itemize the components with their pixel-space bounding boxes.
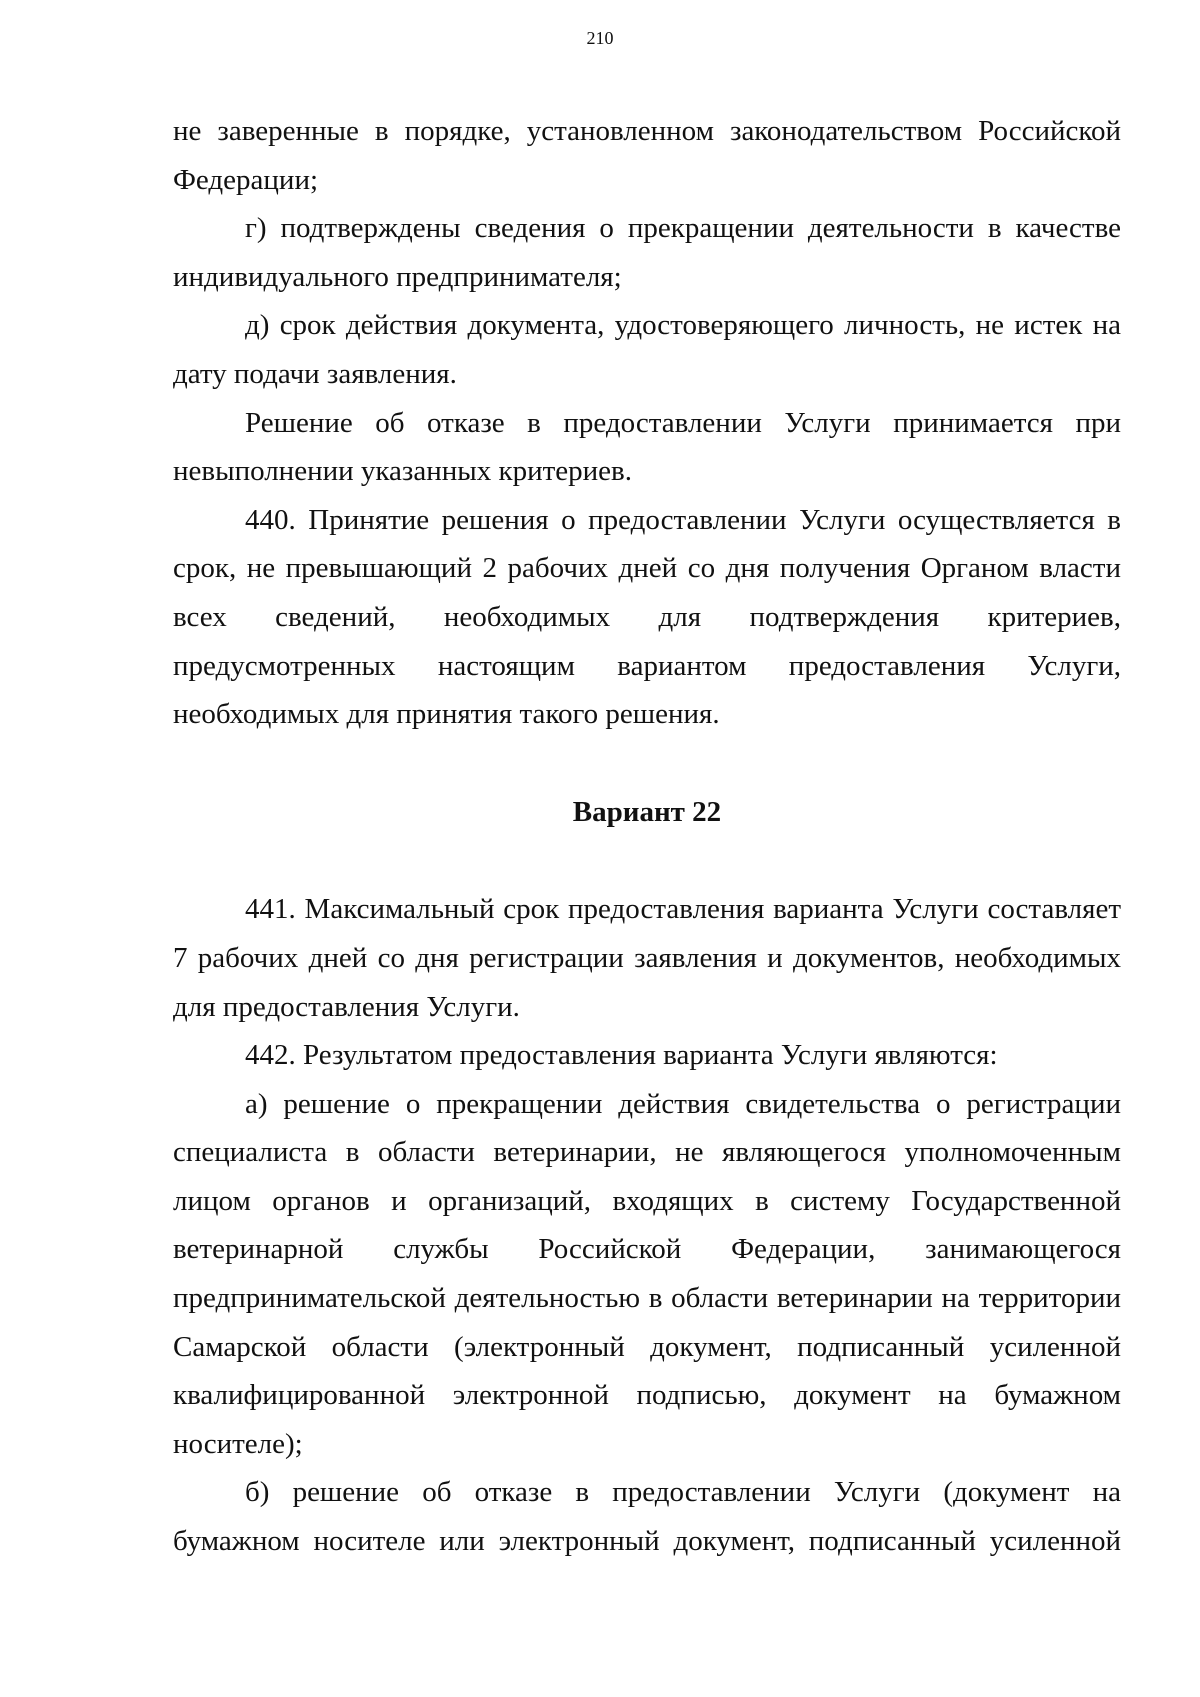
document-body: [173, 107, 1121, 1566]
paragraph-442: 442. Результатом предоставления варианта Услуги являются:: [245, 1039, 998, 1072]
paragraph-item-a: а) решение о прекращении действия свидетельства о регистрации специалиста в области ветеринарии, не являющегося уполномоченным лицом органов и организаций, входящих в систему Государственной ветеринарной службы Российской Федерации, занимающегося предпринимательской деятельностью в области ветеринарии на территории Самарской области (электронный документ, подписанный усиленной квалифицированной электронной подписью, документ на бумажном носителе);: [173, 1087, 1121, 1460]
paragraph-item-d: д) срок действия документа, удостоверяющего личность, не истек на дату подачи заявления.: [173, 309, 1121, 390]
section-heading: Вариант 22: [572, 795, 722, 828]
paragraph-441: 441. Максимальный срок предоставления варианта Услуги составляет 7 рабочих дней со дня регистрации заявления и документов, необходимых для предоставления Услуги.: [173, 893, 1121, 1023]
paragraph-item-b: б) решение об отказе в предоставлении Услуги (документ на бумажном носителе или электронный документ, подписанный усиленной: [173, 1476, 1121, 1558]
page-number: 210: [586, 28, 614, 48]
paragraph-continuation: не заверенные в порядке, установленном законодательством Российской Федерации;: [173, 115, 1121, 196]
paragraph-440: 440. Принятие решения о предоставлении Услуги осуществляется в срок, не превышающий 2 рабочих дней со дня получения Органом власти всех сведений, необходимых для подтверждения критериев, предусмотренных настоящим вариантом предоставления Услуги, необходимых для принятия такого решения.: [173, 503, 1121, 731]
paragraph-item-g: г) подтверждены сведения о прекращении деятельности в качестве индивидуального предпринимателя;: [173, 212, 1121, 293]
paragraph-refusal-decision: Решение об отказе в предоставлении Услуги принимается при невыполнении указанных критериев.: [173, 406, 1121, 488]
